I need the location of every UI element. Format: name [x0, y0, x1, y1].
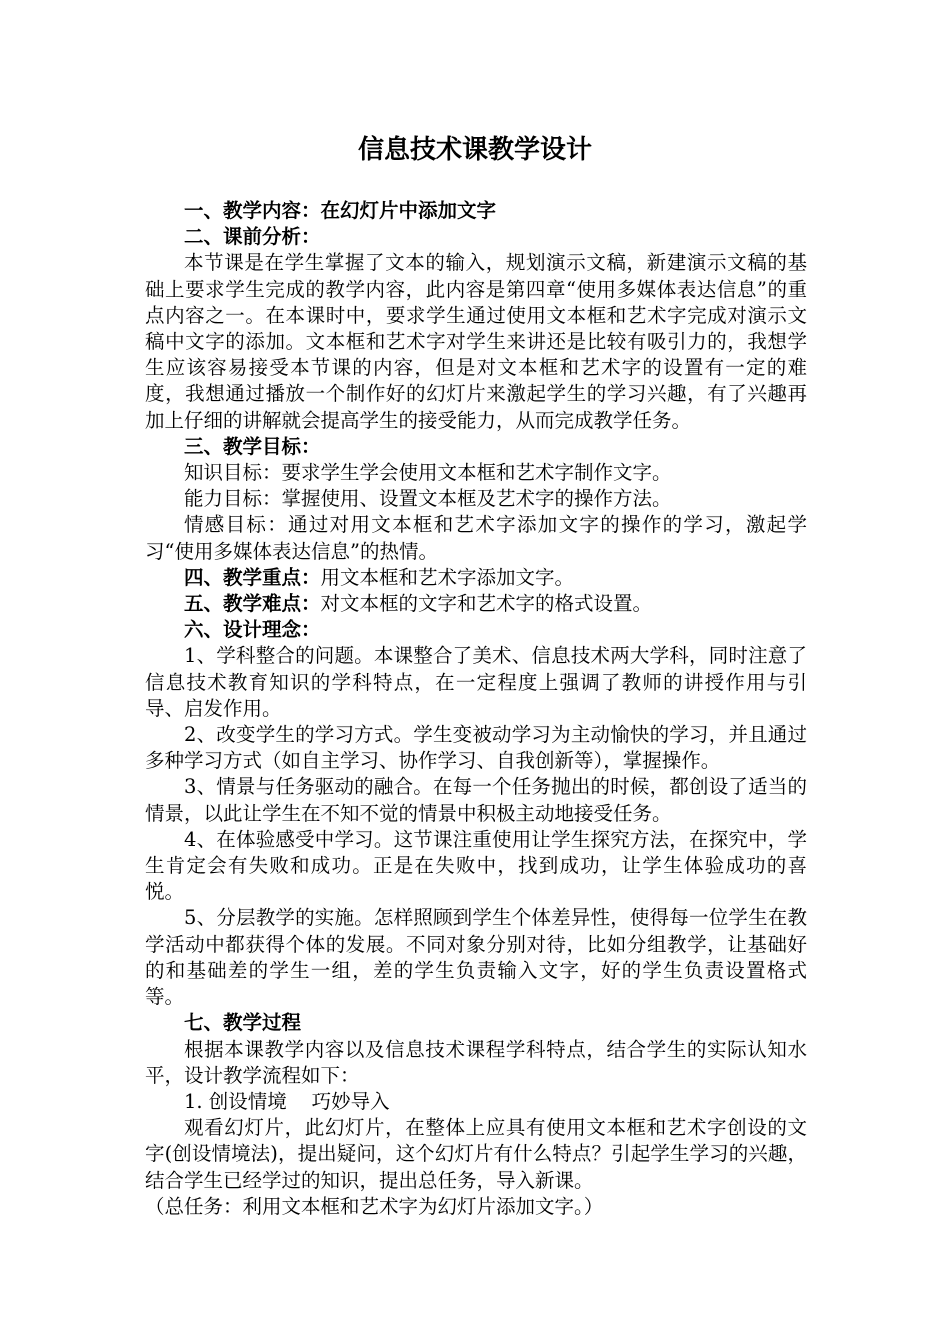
section-heading-design: 六、设计理念： [184, 618, 321, 642]
section-difficulties [145, 591, 807, 617]
analysis-paragraph: 本节课是在学生掌握了文本的输入，规划演示文稿，新建演示文稿的基础上要求学生完成的教学内容，此内容是第四章“使用多媒体表达信息”的重点内容之一。在本课时中，要求学生通过使用文本框和艺术字完成对演示文稿中文字的添加。文本框和艺术字对学生来讲还是比较有吸引力的，我想学生应该容易接受本节课的内容，但是对文本框和艺术字的设置有一定的难度，我想通过播放一个制作好的幻灯片来激起学生的学习兴趣，有了兴趣再加上仔细的讲解就会提高学生的接受能力，从而完成教学任务。 [145, 251, 807, 432]
section-heading-objectives: 三、教学目标： [184, 434, 321, 458]
document-body [145, 198, 807, 1220]
design-item-3: 3、情景与任务驱动的融合。在每一个任务抛出的时候，都创设了适当的情景，以此让学生在不知不觉的情景中积极主动地接受任务。 [145, 775, 807, 825]
section-heading-analysis: 二、课前分析： [184, 225, 321, 249]
section-heading-process: 七、教学过程 [184, 1011, 302, 1035]
document-title: 信息技术课教学设计 [357, 135, 592, 165]
design-item-2: 2、改变学生的学习方式。学生变被动学习为主动愉快的学习，并且通过多种学习方式（如自主学习、协作学习、自我创新等），掌握操作。 [145, 723, 807, 773]
difficulties-text: 对文本框的文字和艺术字的格式设置。 [320, 592, 653, 616]
process-overall-task: （总任务：利用文本框和艺术字为幻灯片添加文字。） [145, 1194, 604, 1218]
process-step-1: 1. 创设情境 巧妙导入 [184, 1089, 390, 1113]
process-intro: 根据本课教学内容以及信息技术课程学科特点，结合学生的实际认知水平，设计教学流程如下： [145, 1037, 807, 1087]
objective-ability: 能力目标：掌握使用、设置文本框及艺术字的操作方法。 [184, 487, 672, 511]
difficulties-label: 五、教学难点： [184, 592, 321, 616]
design-item-4: 4、在体验感受中学习。这节课注重使用让学生探究方法，在探究中，学生肯定会有失败和成功。正是在失败中，找到成功，让学生体验成功的喜悦。 [145, 827, 807, 904]
key-points-label: 四、教学重点： [184, 565, 321, 589]
key-points-text: 用文本框和艺术字添加文字。 [320, 565, 575, 589]
process-step-1-text: 观看幻灯片，此幻灯片，在整体上应具有使用文本框和艺术字创设的文字(创设情境法)，提出疑问，这个幻灯片有什么特点？引起学生学习的兴趣，结合学生已经学过的知识，提出总任务，导入新课。 [145, 1116, 807, 1192]
section-heading-content: 一、教学内容：在幻灯片中添加文字 [184, 199, 497, 222]
objective-knowledge: 知识目标：要求学生学会使用文本框和艺术字制作文字。 [184, 461, 672, 485]
design-item-1: 1、学科整合的问题。本课整合了美术、信息技术两大学科，同时注意了信息技术教育知识的学科特点，在一定程度上强调了教师的讲授作用与引导、启发作用。 [145, 644, 807, 720]
objective-emotion: 情感目标：通过对用文本框和艺术字添加文字的操作的学习，激起学习“使用多媒体表达信息”的热情。 [145, 513, 807, 563]
design-item-5: 5、分层教学的实施。怎样照顾到学生个体差异性，使得每一位学生在教学活动中都获得个体的发展。不同对象分别对待，比如分组教学，让基础好的和基础差的学生一组，差的学生负责输入文字，好的学生负责设置格式等。 [145, 906, 807, 1009]
section-key-points [145, 565, 807, 591]
